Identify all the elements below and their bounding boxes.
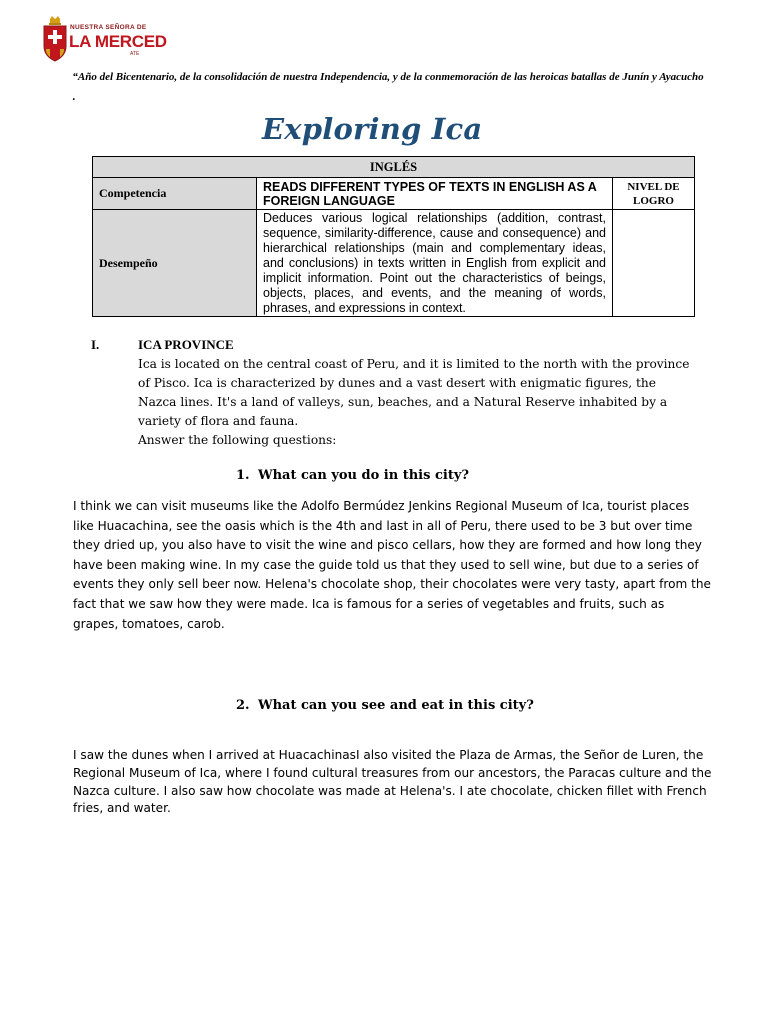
section-intro [138, 355, 698, 450]
question-2-number: 2. [236, 698, 250, 713]
competencia-label: Competencia [93, 178, 257, 210]
instruction-text: Answer the following questions: [138, 433, 337, 447]
desempeno-label: Desempeño [93, 210, 257, 317]
intro-paragraph: Ica is located on the central coast of Peru, and it is limited to the north with the province of Pisco. Ica is characterized by dunes and a vast desert with enigmatic figures, the Nazca lines. It's a land of valleys, sun, beaches, and a Natural Reserve inhabited by a variety of flora and fauna. [138, 357, 690, 428]
question-1-number: 1. [236, 468, 250, 483]
question-1-text: What can you do in this city? [258, 468, 469, 483]
logo-main-text: LA MERCED [69, 32, 167, 51]
competencia-text: READS DIFFERENT TYPES OF TEXTS IN ENGLISH AS A FOREIGN LANGUAGE [257, 178, 613, 210]
nivel-logro-cell [613, 210, 695, 317]
rubric-competencia-row [93, 178, 695, 210]
rubric-desempeno-row [93, 210, 695, 317]
logo-top-text: NUESTRA SEÑORA DE [70, 24, 147, 31]
answer-1: I think we can visit museums like the Adolfo Bermúdez Jenkins Regional Museum of Ica, tourist places like Huacachina, see the oasis which is the 4th and last in all of Peru, there used to be 3 but over time they dried up, you also have to visit the wine and pisco cellars, how they are formed and how long they have been making wine. In my case the guide told us that they used to sell wine, but due to a series of events they only sell beer now. Helena's chocolate shop, their chocolates were very tasty, apart from the fact that we saw how they were made. Ica is famous for a series of vegetables and fruits, such as grapes, tomatoes, carob. [73, 499, 711, 631]
desempeno-text: Deduces various logical relationships (addition, contrast, sequence, similarity-difference, cause and consequence) and hierarchical relationships (main and complementary ideas, and conclusions) in texts written in English from explicit and implicit information. Point out the characteristics of beings, objects, places, and events, and the meaning of words, phrases, and expressions in context. [257, 210, 613, 317]
rubric-header: INGLÉS [93, 157, 695, 178]
section-title: ICA PROVINCE [138, 337, 234, 352]
rubric-header-row [93, 157, 695, 178]
page-title: Exploring Ica [262, 112, 483, 146]
year-motto: “Año del Bicentenario, de la consolidación de nuestra Independencia, y de la conmemoración de las heroicas batallas de Junín y Ayacucho [72, 71, 704, 83]
rubric-table [92, 156, 695, 317]
question-2-text: What can you see and eat in this city? [258, 698, 534, 713]
school-shield-icon [42, 16, 68, 62]
question-2 [236, 698, 534, 713]
answer-2: I saw the dunes when I arrived at HuacachinasI also visited the Plaza de Armas, the Señor de Luren, the Regional Museum of Ica, where I found cultural treasures from our ancestors, the Paracas culture and the Nazca culture. I also saw how chocolate was made at Helena's. I ate chocolate, chicken fillet with French fries, and water. [73, 748, 712, 816]
question-1 [236, 468, 469, 483]
nivel-logro-label: NIVEL DE LOGRO [613, 178, 695, 210]
logo-sub-text: ATE [130, 51, 140, 57]
section-number: I. [91, 337, 100, 352]
school-logo [42, 16, 172, 64]
stray-dot: . [72, 92, 76, 103]
